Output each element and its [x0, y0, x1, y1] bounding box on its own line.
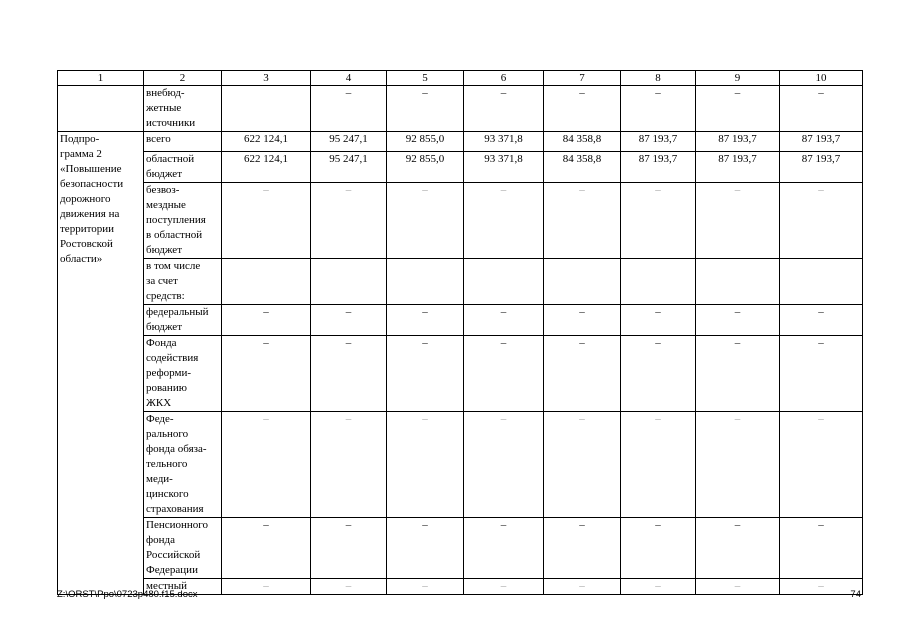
value-cell: –	[387, 86, 464, 132]
value-cell: –	[311, 183, 387, 259]
value-cell: 87 193,7	[780, 152, 863, 183]
value-cell: –	[544, 305, 621, 336]
table-row	[58, 518, 863, 579]
funding-source-cell: Фонда содействия реформи- рованию ЖКХ	[144, 336, 222, 412]
value-cell: –	[696, 183, 780, 259]
table-row	[58, 412, 863, 518]
column-header: 5	[387, 71, 464, 86]
value-cell: –	[311, 518, 387, 579]
table-row	[58, 86, 863, 132]
value-cell: –	[780, 412, 863, 518]
value-cell: –	[544, 336, 621, 412]
value-cell: –	[222, 579, 311, 595]
value-cell: –	[387, 305, 464, 336]
column-header: 9	[696, 71, 780, 86]
value-cell: –	[464, 86, 544, 132]
value-cell: –	[222, 412, 311, 518]
funding-source-cell: безвоз- мездные поступления в областной бюджет	[144, 183, 222, 259]
value-cell: –	[222, 518, 311, 579]
value-cell: –	[621, 412, 696, 518]
value-cell	[222, 86, 311, 132]
value-cell: –	[696, 518, 780, 579]
table-row	[58, 259, 863, 305]
value-cell: –	[464, 336, 544, 412]
value-cell: –	[621, 336, 696, 412]
value-cell	[780, 259, 863, 305]
table-row	[58, 336, 863, 412]
value-cell: 84 358,8	[544, 152, 621, 183]
value-cell: –	[780, 518, 863, 579]
value-cell: 87 193,7	[621, 152, 696, 183]
value-cell: –	[544, 86, 621, 132]
column-header: 3	[222, 71, 311, 86]
value-cell: –	[311, 305, 387, 336]
value-cell: 87 193,7	[780, 132, 863, 152]
value-cell	[544, 259, 621, 305]
value-cell: –	[621, 305, 696, 336]
table-row	[58, 183, 863, 259]
value-cell: –	[780, 86, 863, 132]
value-cell: 622 124,1	[222, 132, 311, 152]
value-cell: 87 193,7	[696, 132, 780, 152]
column-header: 8	[621, 71, 696, 86]
budget-table	[57, 70, 863, 595]
value-cell: –	[696, 86, 780, 132]
funding-source-cell: Пенсионного фонда Российской Федерации	[144, 518, 222, 579]
value-cell: 87 193,7	[696, 152, 780, 183]
value-cell: 95 247,1	[311, 152, 387, 183]
value-cell: –	[780, 336, 863, 412]
value-cell: –	[544, 579, 621, 595]
value-cell	[222, 259, 311, 305]
value-cell: –	[387, 412, 464, 518]
value-cell: –	[464, 518, 544, 579]
funding-source-cell: всего	[144, 132, 222, 152]
value-cell: –	[621, 518, 696, 579]
value-cell: –	[544, 183, 621, 259]
value-cell: 84 358,8	[544, 132, 621, 152]
value-cell: –	[311, 336, 387, 412]
value-cell	[387, 259, 464, 305]
table-header-row	[58, 71, 863, 86]
value-cell: –	[464, 412, 544, 518]
value-cell: –	[387, 336, 464, 412]
value-cell: –	[464, 579, 544, 595]
funding-source-cell: внебюд- жетные источники	[144, 86, 222, 132]
value-cell: 622 124,1	[222, 152, 311, 183]
value-cell: –	[387, 183, 464, 259]
column-header: 7	[544, 71, 621, 86]
value-cell: –	[696, 579, 780, 595]
value-cell: –	[621, 86, 696, 132]
value-cell: –	[222, 183, 311, 259]
value-cell: –	[544, 518, 621, 579]
funding-source-cell: Феде- рального фонда обяза- тельного меди- цинского страхования	[144, 412, 222, 518]
funding-source-cell: областной бюджет	[144, 152, 222, 183]
value-cell: 93 371,8	[464, 132, 544, 152]
column-header: 6	[464, 71, 544, 86]
value-cell: –	[311, 579, 387, 595]
funding-source-cell: местный	[144, 579, 222, 595]
table-row	[58, 305, 863, 336]
value-cell: –	[387, 579, 464, 595]
value-cell: –	[387, 518, 464, 579]
value-cell	[696, 259, 780, 305]
value-cell: –	[696, 412, 780, 518]
value-cell: –	[222, 336, 311, 412]
value-cell	[621, 259, 696, 305]
column-header: 10	[780, 71, 863, 86]
value-cell: –	[222, 305, 311, 336]
value-cell: –	[621, 579, 696, 595]
value-cell: 93 371,8	[464, 152, 544, 183]
column-header: 1	[58, 71, 144, 86]
value-cell	[311, 259, 387, 305]
value-cell: –	[311, 412, 387, 518]
column-header: 2	[144, 71, 222, 86]
value-cell: 92 855,0	[387, 152, 464, 183]
funding-source-cell: в том числе за счет средств:	[144, 259, 222, 305]
value-cell: 95 247,1	[311, 132, 387, 152]
value-cell: –	[696, 336, 780, 412]
subprogram-label-cell: Подпро- грамма 2 «Повышение безопасности дорожного движения на территории Ростовской области»	[58, 132, 144, 595]
value-cell: –	[696, 305, 780, 336]
value-cell	[464, 259, 544, 305]
footer-file-path: Z:\ORST\Ppo\0723p480.f15.docx	[57, 589, 198, 600]
table-row	[58, 152, 863, 183]
table-body	[58, 86, 863, 595]
value-cell: –	[780, 305, 863, 336]
funding-source-cell: федеральный бюджет	[144, 305, 222, 336]
value-cell: –	[544, 412, 621, 518]
value-cell: –	[780, 579, 863, 595]
table-row	[58, 132, 863, 152]
value-cell: –	[621, 183, 696, 259]
row-label-cell	[58, 86, 144, 132]
value-cell: –	[464, 305, 544, 336]
value-cell: –	[311, 86, 387, 132]
footer-page-number: 74	[850, 589, 861, 600]
column-header: 4	[311, 71, 387, 86]
value-cell: –	[780, 183, 863, 259]
value-cell: 87 193,7	[621, 132, 696, 152]
value-cell: –	[464, 183, 544, 259]
value-cell: 92 855,0	[387, 132, 464, 152]
